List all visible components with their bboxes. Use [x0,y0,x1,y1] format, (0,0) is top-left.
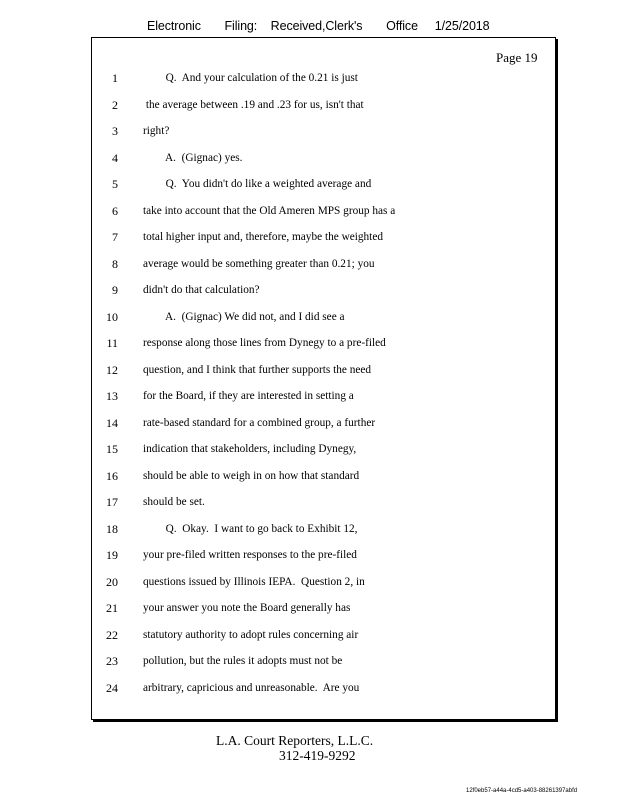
line-number: 3 [112,124,118,138]
filing-stamp-header [147,19,490,33]
transcript-line [0,362,618,389]
line-number: 12 [106,362,118,377]
line-number: 18 [106,521,118,536]
line-text: Q. Okay. I want to go back to Exhibit 12, [143,522,358,535]
filing-stamp-date: 1/25/2018 [434,19,490,33]
line-text: Q. You didn't do like a weighted average and [143,178,372,190]
line-text: indication that stakeholders, including Dynegy, [143,443,357,455]
line-number: 8 [112,256,118,271]
line-text: should be able to weigh in on how that standard [143,469,360,482]
line-number: 15 [106,442,118,456]
line-text: total higher input and, therefore, maybe the weighted [143,231,383,243]
page-number: Page 19 [496,50,538,65]
page-footer [216,733,373,763]
filing-stamp-electronic: Electronic [147,19,201,33]
line-number: 21 [106,601,118,615]
line-text: average would be something greater than 0.21; you [143,257,375,270]
transcript-line [0,256,618,283]
line-text: your answer you note the Board generally has [143,602,351,614]
line-number: 5 [112,177,118,191]
line-text: A. (Gignac) We did not, and I did see a [143,310,345,323]
document-id: 12f0eb57-a44a-4cd5-a403-88261397abfd [466,788,578,794]
line-number: 20 [106,574,118,589]
transcript-line [0,123,618,150]
transcript-line [0,415,618,442]
transcript-line [0,574,618,601]
filing-stamp-office: Office [386,19,418,33]
transcript-line [0,203,618,230]
line-text: should be set. [143,496,205,508]
footer-company: L.A. Court Reporters, L.L.C. [216,733,374,748]
transcript-line [0,388,618,415]
line-number: 4 [112,150,118,165]
line-number: 9 [112,283,118,297]
transcript-line [0,229,618,256]
line-text: for the Board, if they are interested in setting a [143,390,354,402]
transcript-line [0,653,618,680]
transcript-line [0,521,618,548]
footer-phone: 312-419-9292 [279,748,356,763]
line-number: 19 [106,548,118,562]
transcript-line [0,627,618,654]
line-number: 2 [112,97,118,112]
filing-stamp-filing: Filing: [224,19,258,33]
line-text: the average between .19 and .23 for us, isn't that [143,98,364,111]
transcript-line [0,282,618,309]
transcript-line [0,441,618,468]
transcript-line [0,680,618,707]
line-text: response along those lines from Dynegy to a pre-filed [143,337,386,349]
line-number: 14 [106,415,118,430]
transcript-line [0,494,618,521]
line-text: didn't do that calculation? [143,284,260,296]
line-number: 13 [106,389,118,403]
line-number: 22 [106,627,118,642]
transcript-line [0,309,618,336]
line-text: rate-based standard for a combined group, a further [143,416,376,429]
transcript-line [0,468,618,495]
line-number: 24 [106,680,118,695]
line-text: statutory authority to adopt rules concerning air [143,628,359,641]
line-number: 10 [106,309,118,324]
line-number: 7 [112,230,118,244]
line-text: take into account that the Old Ameren MPS group has a [143,204,396,217]
line-number: 11 [106,336,118,350]
line-text: pollution, but the rules it adopts must not be [143,655,343,667]
line-text: A. (Gignac) yes. [143,151,243,164]
line-number: 6 [112,203,118,218]
transcript-line [0,97,618,124]
line-text: questions issued by Illinois IEPA. Question 2, in [143,575,365,588]
line-number: 23 [106,654,118,668]
line-number: 1 [112,71,118,85]
transcript-line [0,335,618,362]
line-text: arbitrary, capricious and unreasonable. Are you [143,681,360,694]
transcript-line [0,70,618,97]
transcript-line [0,176,618,203]
line-text: your pre-filed written responses to the pre-filed [143,549,357,561]
transcript-line [0,547,618,574]
line-text: question, and I think that further supports the need [143,363,372,376]
line-text: Q. And your calculation of the 0.21 is just [143,72,358,84]
transcript-line [0,600,618,627]
filing-stamp-received: Received,Clerk's [270,19,363,33]
transcript-line [0,150,618,177]
transcript-lines [0,70,618,706]
line-number: 17 [106,495,118,509]
line-number: 16 [106,468,118,483]
line-text: right? [143,125,170,137]
